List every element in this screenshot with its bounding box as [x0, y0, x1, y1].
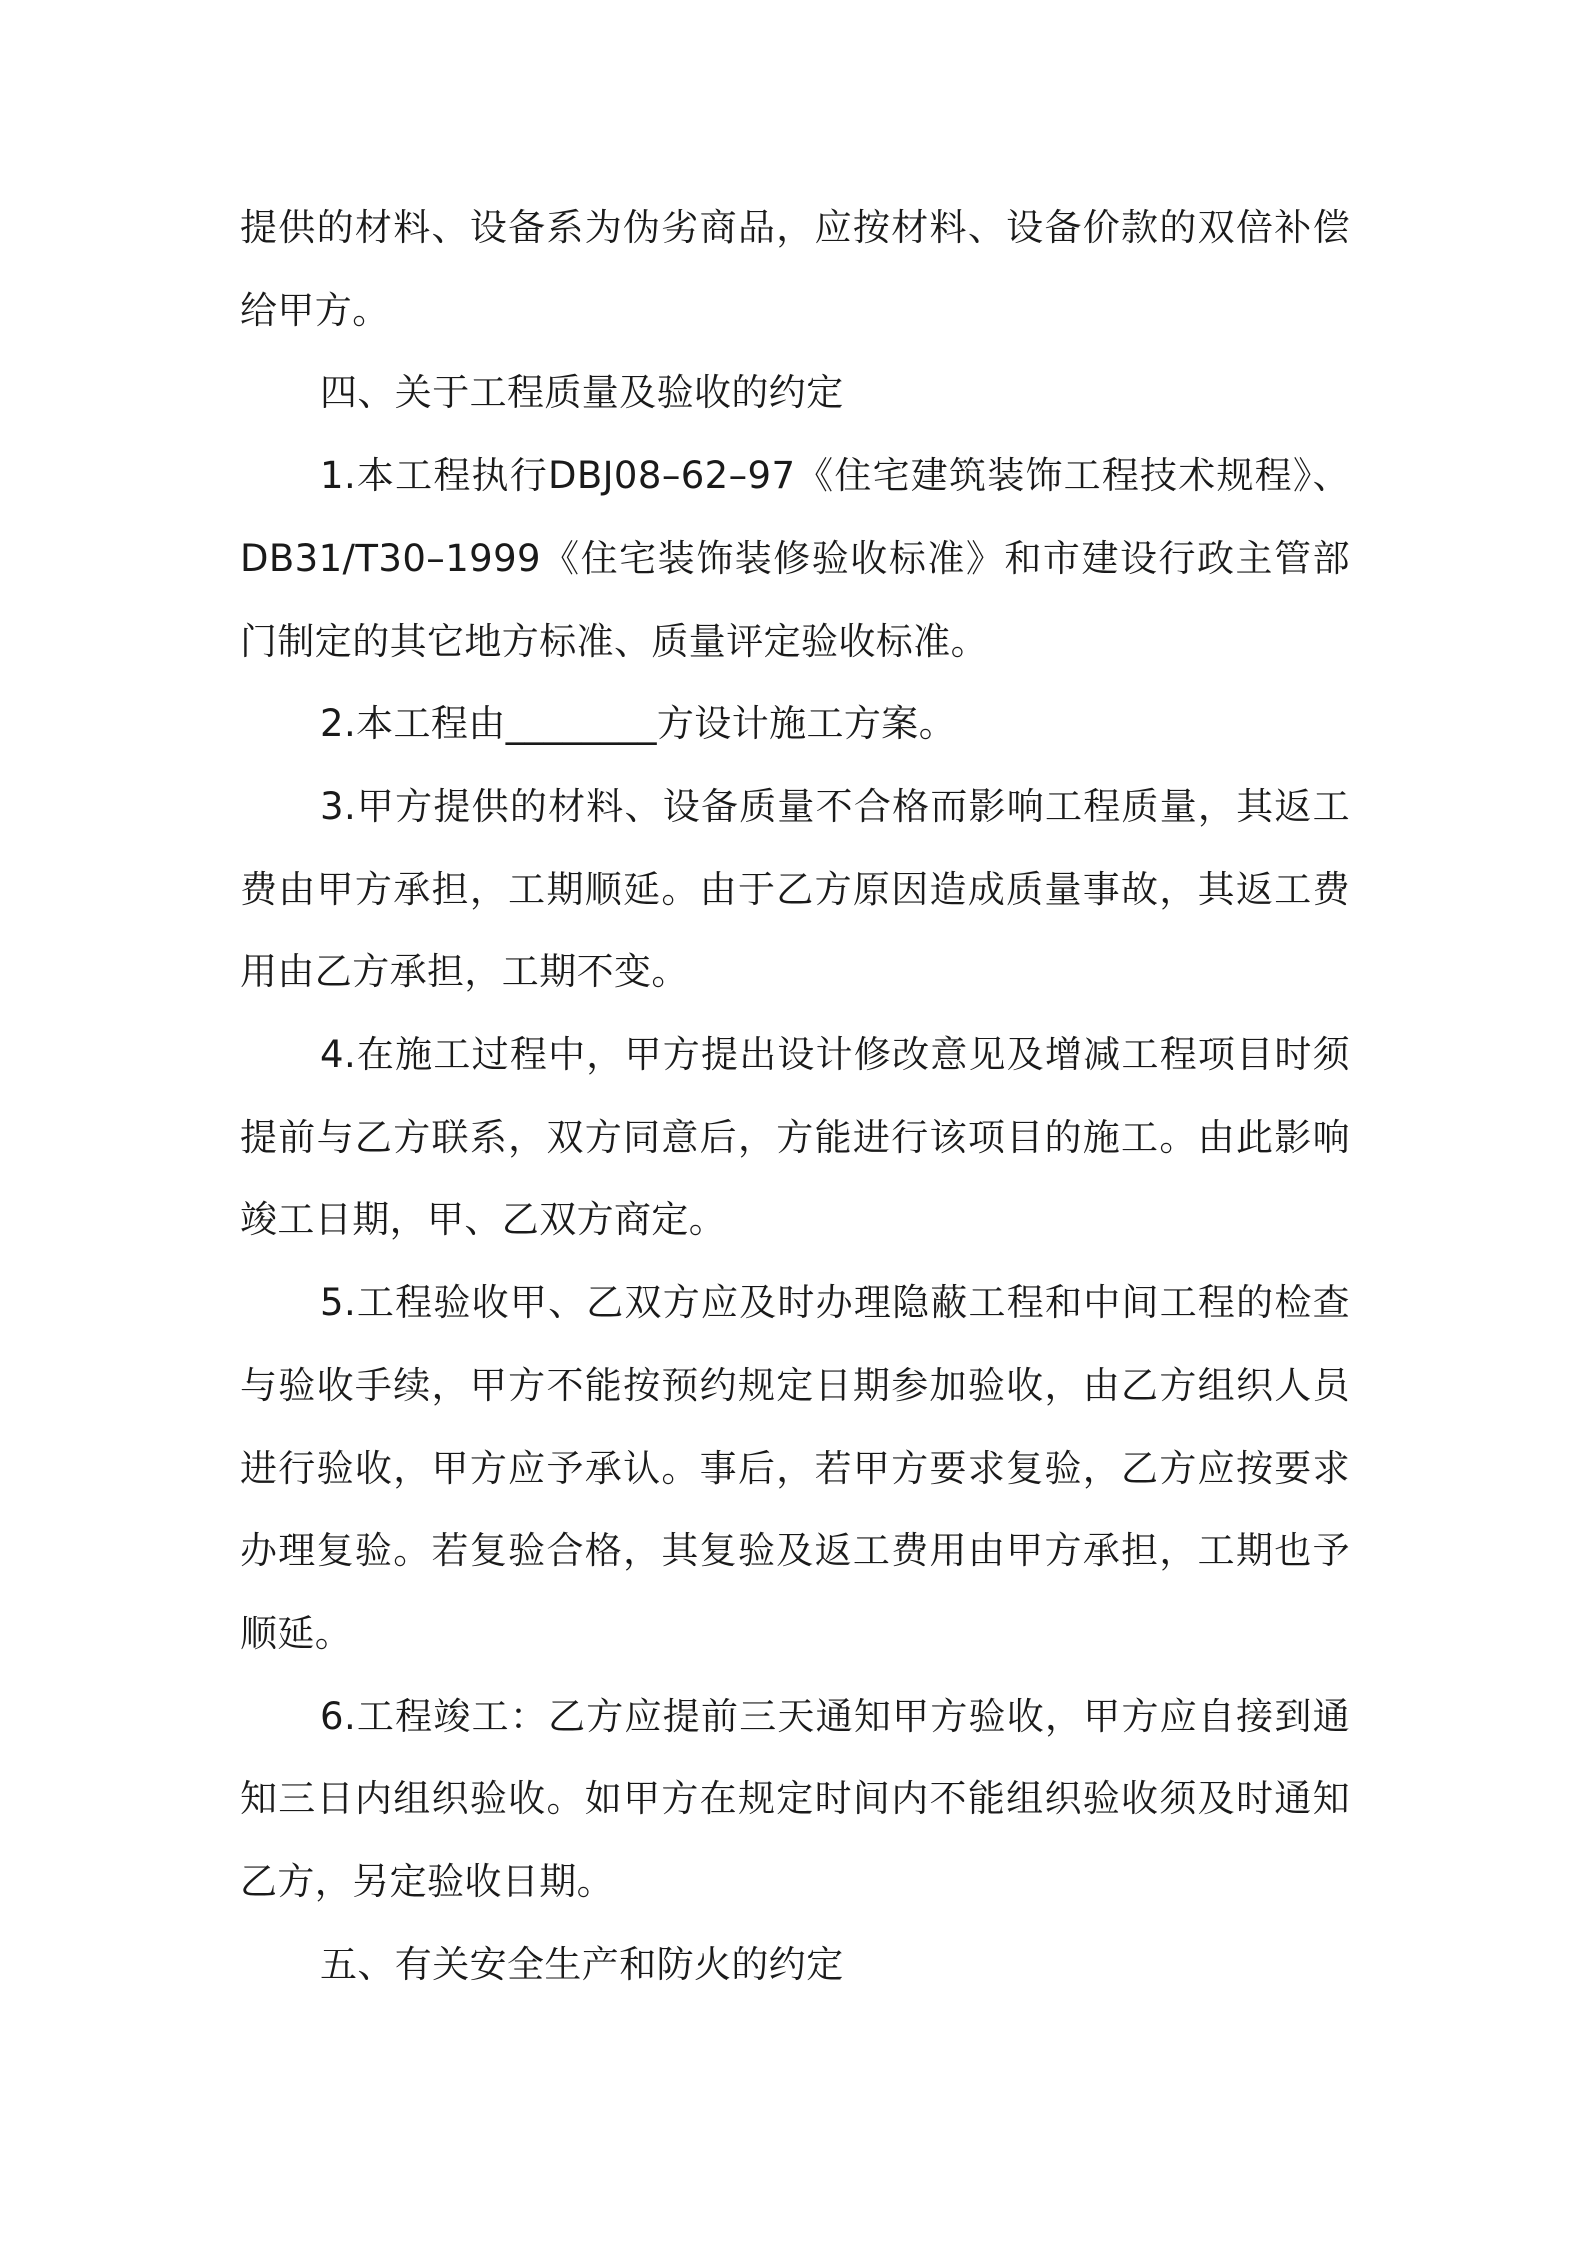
clause-5: 5.工程验收甲、乙双方应及时办理隐蔽工程和中间工程的检查与验收手续，甲方不能按预约规定日期参加验收，由乙方组织人员进行验收，甲方应予承认。事后，若甲方要求复验，乙方应按要求办理复验。若复验合格，其复验及返工费用由甲方承担，工期也予顺延。: [240, 1281, 1350, 1655]
clause-2: 2.本工程由________方设计施工方案。: [320, 702, 957, 746]
paragraph-continuation: 提供的材料、设备系为伪劣商品，应按材料、设备价款的双倍补偿给甲方。: [240, 206, 1350, 332]
document-body: [240, 187, 1350, 2006]
clause-3: 3.甲方提供的材料、设备质量不合格而影响工程质量，其返工费由甲方承担，工期顺延。由于乙方原因造成质量事故，其返工费用由乙方承担，工期不变。: [240, 784, 1350, 994]
section-heading-5: 五、有关安全生产和防火的约定: [320, 1942, 844, 1986]
section-heading-4: 四、关于工程质量及验收的约定: [320, 371, 844, 415]
clause-6: 6.工程竣工：乙方应提前三天通知甲方验收，甲方应自接到通知三日内组织验收。如甲方在规定时间内不能组织验收须及时通知乙方，另定验收日期。: [240, 1694, 1350, 1904]
clause-4: 4.在施工过程中，甲方提出设计修改意见及增减工程项目时须提前与乙方联系，双方同意后，方能进行该项目的施工。由此影响竣工日期，甲、乙双方商定。: [240, 1033, 1350, 1242]
clause-1: 1.本工程执行DBJ08–62–97《住宅建筑装饰工程技术规程》、DB31/T30–1999《住宅装饰装修验收标准》和市建设行政主管部门制定的其它地方标准、质量评定验收标准。: [240, 454, 1350, 663]
